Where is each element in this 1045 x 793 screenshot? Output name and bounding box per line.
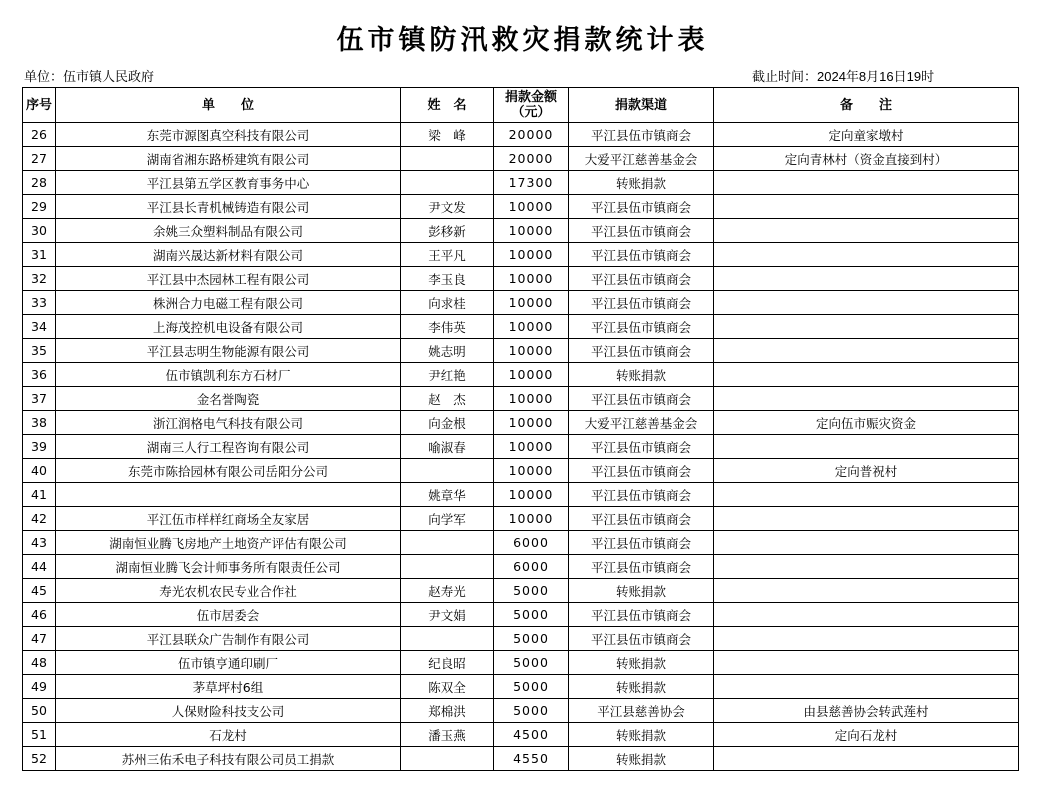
cell-name bbox=[401, 171, 494, 195]
cell-channel: 平江县伍市镇商会 bbox=[569, 531, 714, 555]
cell-unit: 湖南省湘东路桥建筑有限公司 bbox=[56, 147, 401, 171]
cell-unit bbox=[56, 483, 401, 507]
cell-name bbox=[401, 147, 494, 171]
cell-channel: 平江县伍市镇商会 bbox=[569, 483, 714, 507]
cell-amount: 4500 bbox=[494, 723, 569, 747]
cell-unit: 石龙村 bbox=[56, 723, 401, 747]
cell-channel: 平江县伍市镇商会 bbox=[569, 123, 714, 147]
cell-name: 梁 峰 bbox=[401, 123, 494, 147]
deadline-line: 截止时间：2024年8月16日19时 bbox=[752, 69, 935, 84]
cell-unit: 余姚三众塑料制品有限公司 bbox=[56, 219, 401, 243]
cell-channel: 大爱平江慈善基金会 bbox=[569, 147, 714, 171]
cell-amount: 10000 bbox=[494, 363, 569, 387]
page-title: 伍市镇防汛救灾捐款统计表 bbox=[336, 25, 709, 56]
cell-remark bbox=[714, 315, 1019, 339]
table-row bbox=[23, 171, 1019, 195]
cell-name: 彭移新 bbox=[401, 219, 494, 243]
cell-name bbox=[401, 555, 494, 579]
table-row bbox=[23, 723, 1019, 747]
cell-amount: 10000 bbox=[494, 243, 569, 267]
cell-no: 26 bbox=[23, 123, 56, 147]
cell-amount: 10000 bbox=[494, 267, 569, 291]
cell-no: 27 bbox=[23, 147, 56, 171]
cell-channel: 平江县伍市镇商会 bbox=[569, 219, 714, 243]
cell-channel: 转账捐款 bbox=[569, 747, 714, 771]
cell-no: 35 bbox=[23, 339, 56, 363]
header-amount-line1: 捐款金额 bbox=[504, 90, 557, 105]
cell-name: 纪良昭 bbox=[401, 651, 494, 675]
cell-no: 32 bbox=[23, 267, 56, 291]
table-row bbox=[23, 651, 1019, 675]
cell-channel: 转账捐款 bbox=[569, 675, 714, 699]
cell-amount: 10000 bbox=[494, 291, 569, 315]
table-row bbox=[23, 363, 1019, 387]
cell-remark bbox=[714, 387, 1019, 411]
cell-name bbox=[401, 627, 494, 651]
table-row bbox=[23, 579, 1019, 603]
cell-channel: 转账捐款 bbox=[569, 363, 714, 387]
cell-name: 尹文发 bbox=[401, 195, 494, 219]
cell-no: 43 bbox=[23, 531, 56, 555]
cell-remark bbox=[714, 483, 1019, 507]
cell-channel: 平江县伍市镇商会 bbox=[569, 267, 714, 291]
cell-channel: 平江县伍市镇商会 bbox=[569, 603, 714, 627]
cell-amount: 10000 bbox=[494, 219, 569, 243]
header-name: 姓 名 bbox=[401, 88, 494, 123]
cell-name: 潘玉燕 bbox=[401, 723, 494, 747]
cell-amount: 6000 bbox=[494, 531, 569, 555]
cell-channel: 平江县慈善协会 bbox=[569, 699, 714, 723]
cell-name: 陈双全 bbox=[401, 675, 494, 699]
cell-unit: 寿光农机农民专业合作社 bbox=[56, 579, 401, 603]
cell-name: 赵寿光 bbox=[401, 579, 494, 603]
cell-no: 47 bbox=[23, 627, 56, 651]
cell-channel: 平江县伍市镇商会 bbox=[569, 195, 714, 219]
cell-remark: 定向石龙村 bbox=[714, 723, 1019, 747]
cell-remark bbox=[714, 603, 1019, 627]
cell-amount: 4550 bbox=[494, 747, 569, 771]
cell-unit: 湖南恒业腾飞房地产土地资产评估有限公司 bbox=[56, 531, 401, 555]
cell-unit: 平江伍市样样红商场全友家居 bbox=[56, 507, 401, 531]
cell-amount: 17300 bbox=[494, 171, 569, 195]
cell-amount: 5000 bbox=[494, 627, 569, 651]
donation-table bbox=[22, 87, 1019, 771]
header-amount-line2: （元） bbox=[511, 105, 551, 120]
cell-no: 48 bbox=[23, 651, 56, 675]
unit-line: 单位：伍市镇人民政府 bbox=[24, 69, 155, 84]
cell-channel: 平江县伍市镇商会 bbox=[569, 315, 714, 339]
cell-amount: 5000 bbox=[494, 699, 569, 723]
cell-remark bbox=[714, 747, 1019, 771]
cell-unit: 苏州三佑禾电子科技有限公司员工捐款 bbox=[56, 747, 401, 771]
cell-channel: 平江县伍市镇商会 bbox=[569, 459, 714, 483]
cell-channel: 平江县伍市镇商会 bbox=[569, 387, 714, 411]
table-row bbox=[23, 147, 1019, 171]
cell-amount: 10000 bbox=[494, 507, 569, 531]
header-no: 序号 bbox=[23, 88, 56, 123]
cell-name: 郑棉洪 bbox=[401, 699, 494, 723]
cell-remark: 定向伍市赈灾资金 bbox=[714, 411, 1019, 435]
cell-amount: 6000 bbox=[494, 555, 569, 579]
cell-remark bbox=[714, 675, 1019, 699]
cell-no: 49 bbox=[23, 675, 56, 699]
cell-unit: 伍市镇亨通印刷厂 bbox=[56, 651, 401, 675]
cell-no: 38 bbox=[23, 411, 56, 435]
cell-unit: 湖南三人行工程咨询有限公司 bbox=[56, 435, 401, 459]
cell-channel: 转账捐款 bbox=[569, 651, 714, 675]
table-row bbox=[23, 699, 1019, 723]
cell-remark bbox=[714, 291, 1019, 315]
cell-remark bbox=[714, 555, 1019, 579]
cell-no: 45 bbox=[23, 579, 56, 603]
table-row bbox=[23, 219, 1019, 243]
cell-no: 52 bbox=[23, 747, 56, 771]
cell-remark bbox=[714, 507, 1019, 531]
cell-no: 40 bbox=[23, 459, 56, 483]
cell-amount: 10000 bbox=[494, 387, 569, 411]
cell-no: 44 bbox=[23, 555, 56, 579]
cell-remark bbox=[714, 219, 1019, 243]
cell-name bbox=[401, 459, 494, 483]
cell-name bbox=[401, 531, 494, 555]
cell-remark bbox=[714, 531, 1019, 555]
cell-channel: 转账捐款 bbox=[569, 171, 714, 195]
cell-amount: 10000 bbox=[494, 195, 569, 219]
table-row bbox=[23, 339, 1019, 363]
cell-unit: 东莞市源图真空科技有限公司 bbox=[56, 123, 401, 147]
cell-unit: 上海茂控机电设备有限公司 bbox=[56, 315, 401, 339]
cell-amount: 10000 bbox=[494, 339, 569, 363]
cell-no: 30 bbox=[23, 219, 56, 243]
cell-amount: 10000 bbox=[494, 315, 569, 339]
cell-amount: 5000 bbox=[494, 579, 569, 603]
table-body bbox=[23, 123, 1019, 771]
table-row bbox=[23, 459, 1019, 483]
cell-remark bbox=[714, 651, 1019, 675]
header-amount bbox=[494, 88, 569, 123]
cell-name: 李伟英 bbox=[401, 315, 494, 339]
cell-remark bbox=[714, 195, 1019, 219]
cell-name: 喻淑春 bbox=[401, 435, 494, 459]
cell-remark bbox=[714, 267, 1019, 291]
cell-amount: 20000 bbox=[494, 147, 569, 171]
cell-no: 50 bbox=[23, 699, 56, 723]
cell-name: 尹文娟 bbox=[401, 603, 494, 627]
cell-remark: 定向青林村（资金直接到村） bbox=[714, 147, 1019, 171]
cell-remark: 由县慈善协会转武莲村 bbox=[714, 699, 1019, 723]
table-row bbox=[23, 195, 1019, 219]
cell-unit: 东莞市陈拾园林有限公司岳阳分公司 bbox=[56, 459, 401, 483]
cell-remark: 定向普祝村 bbox=[714, 459, 1019, 483]
table-row bbox=[23, 675, 1019, 699]
table-row bbox=[23, 267, 1019, 291]
cell-remark bbox=[714, 363, 1019, 387]
cell-channel: 平江县伍市镇商会 bbox=[569, 339, 714, 363]
cell-name: 姚章华 bbox=[401, 483, 494, 507]
cell-name: 李玉良 bbox=[401, 267, 494, 291]
cell-name: 向求桂 bbox=[401, 291, 494, 315]
cell-unit: 金名誉陶瓷 bbox=[56, 387, 401, 411]
cell-amount: 5000 bbox=[494, 603, 569, 627]
cell-channel: 转账捐款 bbox=[569, 579, 714, 603]
cell-amount: 20000 bbox=[494, 123, 569, 147]
cell-no: 36 bbox=[23, 363, 56, 387]
cell-name: 姚志明 bbox=[401, 339, 494, 363]
cell-unit: 伍市居委会 bbox=[56, 603, 401, 627]
cell-amount: 5000 bbox=[494, 651, 569, 675]
cell-no: 39 bbox=[23, 435, 56, 459]
table-row bbox=[23, 315, 1019, 339]
cell-amount: 10000 bbox=[494, 435, 569, 459]
cell-channel: 平江县伍市镇商会 bbox=[569, 291, 714, 315]
cell-unit: 平江县长青机械铸造有限公司 bbox=[56, 195, 401, 219]
cell-unit: 伍市镇凯利东方石材厂 bbox=[56, 363, 401, 387]
cell-remark bbox=[714, 435, 1019, 459]
table-row bbox=[23, 555, 1019, 579]
table-row bbox=[23, 747, 1019, 771]
cell-amount: 10000 bbox=[494, 459, 569, 483]
cell-name bbox=[401, 747, 494, 771]
table-row bbox=[23, 435, 1019, 459]
cell-no: 41 bbox=[23, 483, 56, 507]
table-row bbox=[23, 531, 1019, 555]
cell-name: 赵 杰 bbox=[401, 387, 494, 411]
cell-no: 46 bbox=[23, 603, 56, 627]
cell-no: 51 bbox=[23, 723, 56, 747]
cell-remark bbox=[714, 579, 1019, 603]
cell-name: 向金根 bbox=[401, 411, 494, 435]
cell-channel: 平江县伍市镇商会 bbox=[569, 627, 714, 651]
cell-remark bbox=[714, 243, 1019, 267]
cell-no: 37 bbox=[23, 387, 56, 411]
table-row bbox=[23, 243, 1019, 267]
table-row bbox=[23, 123, 1019, 147]
cell-no: 31 bbox=[23, 243, 56, 267]
cell-name: 尹红艳 bbox=[401, 363, 494, 387]
cell-channel: 平江县伍市镇商会 bbox=[569, 555, 714, 579]
cell-amount: 10000 bbox=[494, 411, 569, 435]
cell-remark: 定向童家墩村 bbox=[714, 123, 1019, 147]
cell-name: 向学军 bbox=[401, 507, 494, 531]
cell-unit: 浙江润格电气科技有限公司 bbox=[56, 411, 401, 435]
cell-no: 34 bbox=[23, 315, 56, 339]
cell-unit: 人保财险科技支公司 bbox=[56, 699, 401, 723]
cell-channel: 平江县伍市镇商会 bbox=[569, 507, 714, 531]
cell-channel: 平江县伍市镇商会 bbox=[569, 243, 714, 267]
table-row bbox=[23, 627, 1019, 651]
cell-no: 28 bbox=[23, 171, 56, 195]
cell-no: 29 bbox=[23, 195, 56, 219]
table-row bbox=[23, 603, 1019, 627]
table-header-row bbox=[23, 88, 1019, 123]
header-remark: 备 注 bbox=[714, 88, 1019, 123]
table-row bbox=[23, 291, 1019, 315]
cell-name: 王平凡 bbox=[401, 243, 494, 267]
cell-remark bbox=[714, 171, 1019, 195]
cell-unit: 平江县第五学区教育事务中心 bbox=[56, 171, 401, 195]
table-row bbox=[23, 411, 1019, 435]
cell-unit: 平江县中杰园林工程有限公司 bbox=[56, 267, 401, 291]
header-unit: 单 位 bbox=[56, 88, 401, 123]
cell-no: 42 bbox=[23, 507, 56, 531]
cell-remark bbox=[714, 339, 1019, 363]
cell-unit: 湖南兴晟达新材料有限公司 bbox=[56, 243, 401, 267]
cell-unit: 株洲合力电磁工程有限公司 bbox=[56, 291, 401, 315]
cell-no: 33 bbox=[23, 291, 56, 315]
cell-unit: 平江县联众广告制作有限公司 bbox=[56, 627, 401, 651]
cell-channel: 平江县伍市镇商会 bbox=[569, 435, 714, 459]
cell-amount: 5000 bbox=[494, 675, 569, 699]
table-row bbox=[23, 507, 1019, 531]
table-row bbox=[23, 483, 1019, 507]
cell-unit: 茅草坪村6组 bbox=[56, 675, 401, 699]
cell-channel: 转账捐款 bbox=[569, 723, 714, 747]
header-channel: 捐款渠道 bbox=[569, 88, 714, 123]
cell-amount: 10000 bbox=[494, 483, 569, 507]
table-row bbox=[23, 387, 1019, 411]
cell-unit: 湖南恒业腾飞会计师事务所有限责任公司 bbox=[56, 555, 401, 579]
cell-unit: 平江县志明生物能源有限公司 bbox=[56, 339, 401, 363]
cell-channel: 大爱平江慈善基金会 bbox=[569, 411, 714, 435]
cell-remark bbox=[714, 627, 1019, 651]
